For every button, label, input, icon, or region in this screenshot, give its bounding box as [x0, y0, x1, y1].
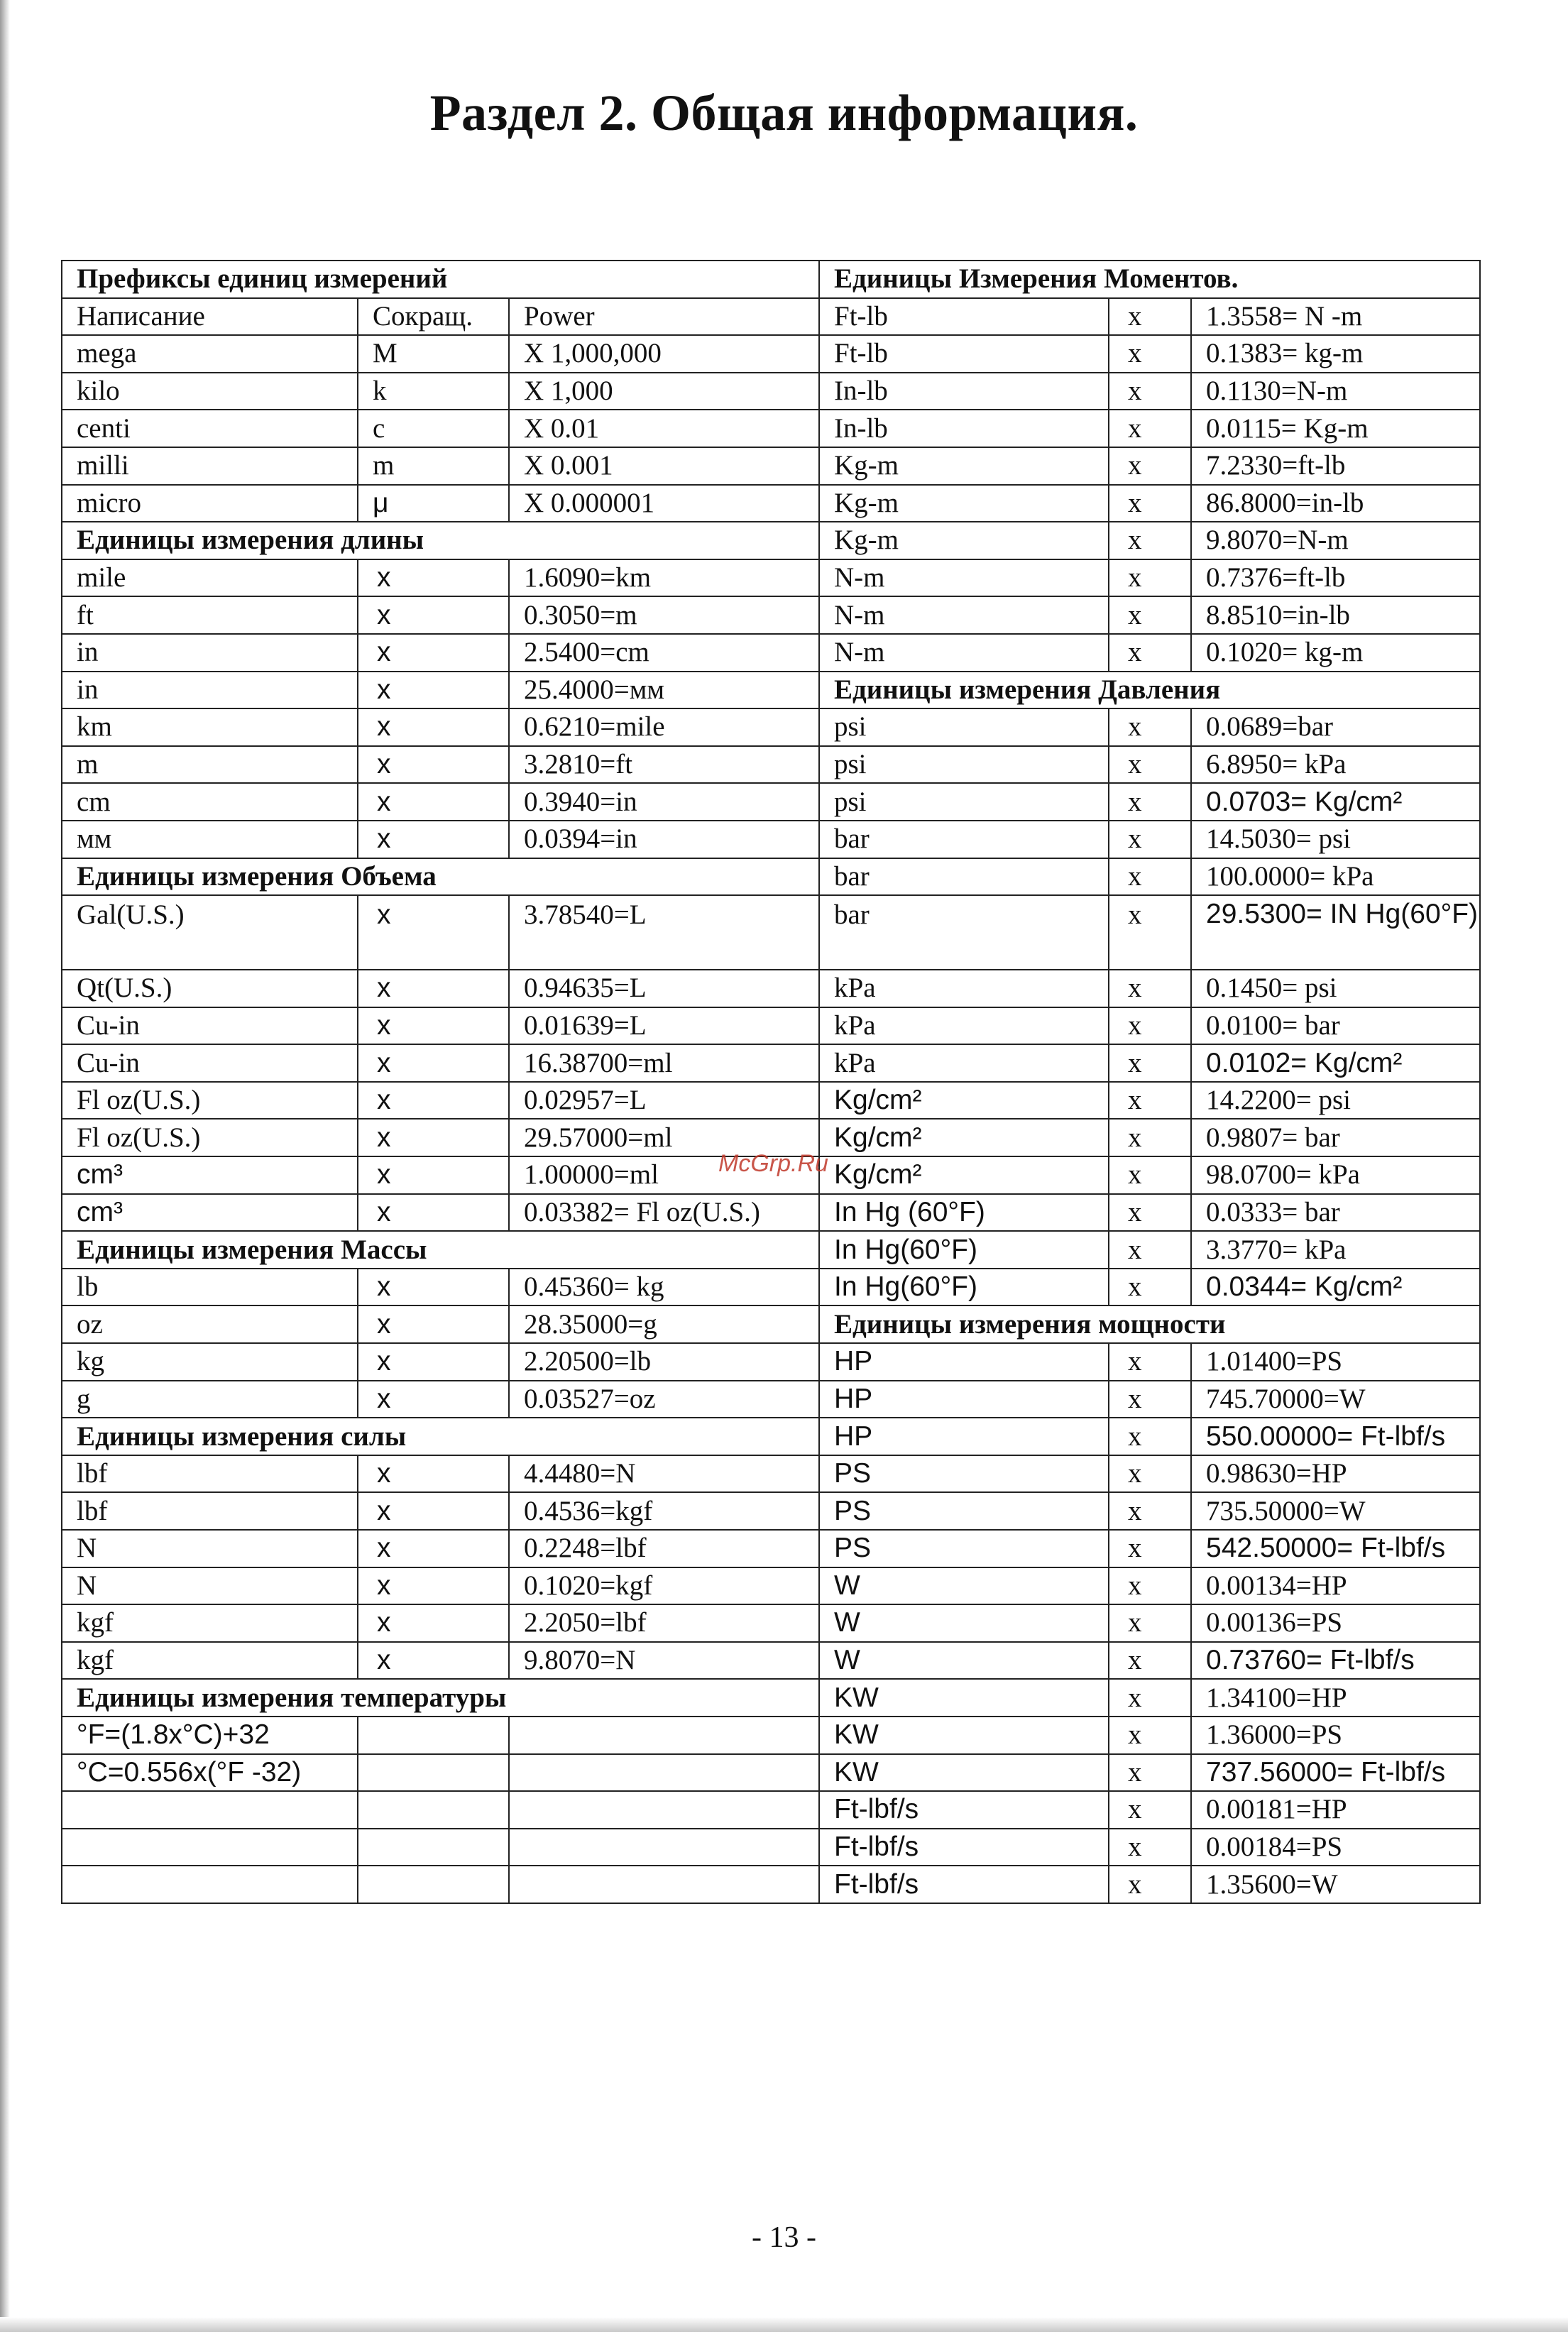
table-cell: Ft-lbf/s	[819, 1866, 1109, 1903]
table-cell: g	[62, 1381, 358, 1418]
table-cell: Qt(U.S.)	[62, 970, 358, 1007]
table-cell: c	[358, 410, 509, 447]
table-row	[62, 708, 1480, 746]
table-cell: x	[1109, 1791, 1191, 1829]
table-cell: x	[358, 708, 509, 746]
table-cell: cm³	[62, 1156, 358, 1194]
table-cell: 0.00136=PS	[1191, 1604, 1480, 1642]
table-cell: bar	[819, 858, 1109, 896]
table-cell: 0.1020= kg-m	[1191, 634, 1480, 672]
table-row	[62, 373, 1480, 410]
table-cell: Ft-lb	[819, 335, 1109, 373]
scan-edge-bottom	[0, 2317, 1568, 2332]
table-cell: x	[358, 596, 509, 634]
table-cell: 0.0102= Kg/cm²	[1191, 1044, 1480, 1082]
table-row	[62, 1717, 1480, 1754]
table-cell: X 0.000001	[509, 485, 819, 522]
table-cell: bar	[819, 895, 1109, 970]
table-cell: N	[62, 1567, 358, 1605]
table-row	[62, 447, 1480, 485]
table-cell: kgf	[62, 1642, 358, 1680]
table-cell: x	[358, 1567, 509, 1605]
table-row	[62, 559, 1480, 597]
table-cell: k	[358, 373, 509, 410]
table-cell: 9.8070=N-m	[1191, 522, 1480, 559]
table-cell: 3.78540=L	[509, 895, 819, 970]
section-header: Единицы измерения температуры	[62, 1679, 819, 1717]
table-row	[62, 1082, 1480, 1120]
table-cell: 0.4536=kgf	[509, 1492, 819, 1530]
table-cell	[358, 1717, 509, 1754]
table-cell: x	[358, 1604, 509, 1642]
table-cell: 1.6090=km	[509, 559, 819, 597]
table-cell: km	[62, 708, 358, 746]
table-cell: 8.8510=in-lb	[1191, 596, 1480, 634]
table-cell	[358, 1754, 509, 1792]
table-row	[62, 1829, 1480, 1866]
table-cell: x	[358, 1455, 509, 1493]
table-cell: 0.1020=kgf	[509, 1567, 819, 1605]
table-cell: Power	[509, 298, 819, 336]
table-cell: in	[62, 634, 358, 672]
table-cell: x	[358, 746, 509, 784]
table-cell: kgf	[62, 1604, 358, 1642]
table-row	[62, 1679, 1480, 1717]
table-cell: PS	[819, 1530, 1109, 1567]
table-cell: 737.56000= Ft-lbf/s	[1191, 1754, 1480, 1792]
table-cell: x	[358, 672, 509, 709]
table-row	[62, 1754, 1480, 1792]
table-cell: Fl oz(U.S.)	[62, 1119, 358, 1156]
table-cell: 14.2200= psi	[1191, 1082, 1480, 1120]
table-cell: psi	[819, 783, 1109, 821]
table-cell: Kg-m	[819, 485, 1109, 522]
table-cell: centi	[62, 410, 358, 447]
table-cell: In-lb	[819, 373, 1109, 410]
table-row	[62, 1418, 1480, 1455]
table-row	[62, 410, 1480, 447]
table-cell: PS	[819, 1455, 1109, 1493]
table-cell: x	[358, 559, 509, 597]
table-cell: kilo	[62, 373, 358, 410]
table-cell: x	[1109, 1492, 1191, 1530]
table-cell: 0.0115= Kg-m	[1191, 410, 1480, 447]
table-cell: 0.0344= Kg/cm²	[1191, 1269, 1480, 1306]
table-row	[62, 1194, 1480, 1232]
table-cell: x	[1109, 1604, 1191, 1642]
table-cell: x	[1109, 1007, 1191, 1045]
table-cell: x	[1109, 895, 1191, 970]
table-cell: Cu-in	[62, 1044, 358, 1082]
table-cell	[358, 1829, 509, 1866]
table-cell: 1.00000=ml	[509, 1156, 819, 1194]
table-cell: N	[62, 1530, 358, 1567]
table-cell: x	[1109, 1829, 1191, 1866]
table-cell: 0.98630=HP	[1191, 1455, 1480, 1493]
table-cell: x	[1109, 1754, 1191, 1792]
table-cell: 0.02957=L	[509, 1082, 819, 1120]
table-cell: 0.1450= psi	[1191, 970, 1480, 1007]
watermark: McGrp.Ru	[718, 1150, 828, 1177]
table-cell: x	[1109, 1455, 1191, 1493]
table-cell: W	[819, 1567, 1109, 1605]
table-cell: x	[358, 1381, 509, 1418]
table-cell: x	[358, 1194, 509, 1232]
table-cell: Написание	[62, 298, 358, 336]
table-cell: x	[1109, 447, 1191, 485]
table-cell: kPa	[819, 1044, 1109, 1082]
table-cell: x	[1109, 1231, 1191, 1269]
table-cell: psi	[819, 746, 1109, 784]
table-cell: 9.8070=N	[509, 1642, 819, 1680]
table-cell: 0.00184=PS	[1191, 1829, 1480, 1866]
table-cell: x	[358, 1007, 509, 1045]
table-cell: lb	[62, 1269, 358, 1306]
table-cell: In Hg(60°F)	[819, 1231, 1109, 1269]
table-row	[62, 1866, 1480, 1903]
table-cell: lbf	[62, 1455, 358, 1493]
table-cell: 0.0333= bar	[1191, 1194, 1480, 1232]
table-cell: 25.4000=мм	[509, 672, 819, 709]
table-cell: x	[1109, 708, 1191, 746]
table-row	[62, 672, 1480, 709]
table-row	[62, 485, 1480, 522]
table-cell: 1.3558= N -m	[1191, 298, 1480, 336]
table-cell: X 1,000	[509, 373, 819, 410]
table-cell: x	[1109, 1567, 1191, 1605]
table-cell: N-m	[819, 559, 1109, 597]
table-cell: 2.5400=cm	[509, 634, 819, 672]
table-cell: x	[358, 1082, 509, 1120]
conversion-table	[61, 260, 1481, 1904]
table-cell: μ	[358, 485, 509, 522]
table-cell: mega	[62, 335, 358, 373]
table-cell: x	[1109, 1082, 1191, 1120]
table-cell: x	[358, 1343, 509, 1381]
table-cell: kPa	[819, 1007, 1109, 1045]
page-title: Раздел 2. Общая информация.	[429, 84, 1139, 141]
table-cell: N-m	[819, 596, 1109, 634]
table-cell: 86.8000=in-lb	[1191, 485, 1480, 522]
section-header: Единицы измерения Давления	[819, 672, 1480, 709]
table-cell: 3.2810=ft	[509, 746, 819, 784]
table-cell	[358, 1866, 509, 1903]
table-cell: In Hg(60°F)	[819, 1269, 1109, 1306]
table-cell: 1.36000=PS	[1191, 1717, 1480, 1754]
table-cell: 0.7376=ft-lb	[1191, 559, 1480, 597]
table-cell: 16.38700=ml	[509, 1044, 819, 1082]
table-cell: x	[1109, 1119, 1191, 1156]
table-cell: Kg-m	[819, 522, 1109, 559]
table-row	[62, 746, 1480, 784]
table-cell: x	[358, 1492, 509, 1530]
table-cell: HP	[819, 1381, 1109, 1418]
table-cell: Gal(U.S.)	[62, 895, 358, 970]
table-cell: KW	[819, 1754, 1109, 1792]
table-cell: milli	[62, 447, 358, 485]
table-cell: 0.6210=mile	[509, 708, 819, 746]
table-row	[62, 783, 1480, 821]
table-cell: 29.5300= IN Hg(60°F)	[1191, 895, 1480, 970]
table-cell: x	[1109, 1866, 1191, 1903]
table-cell: 1.34100=HP	[1191, 1679, 1480, 1717]
table-row	[62, 1044, 1480, 1082]
table-row	[62, 821, 1480, 858]
section-header: Единицы измерения мощности	[819, 1305, 1480, 1343]
table-cell: 0.9807= bar	[1191, 1119, 1480, 1156]
table-cell: 0.0703= Kg/cm²	[1191, 783, 1480, 821]
section-header: Единицы Измерения Моментов.	[819, 261, 1480, 298]
table-row	[62, 1791, 1480, 1829]
table-cell: x	[1109, 522, 1191, 559]
table-cell: 0.03382= Fl oz(U.S.)	[509, 1194, 819, 1232]
table-row	[62, 1305, 1480, 1343]
table-cell: 0.00181=HP	[1191, 1791, 1480, 1829]
conversion-table-body	[62, 261, 1480, 1903]
table-cell: x	[1109, 1418, 1191, 1455]
table-row	[62, 261, 1480, 298]
table-cell: x	[358, 895, 509, 970]
table-cell: m	[62, 746, 358, 784]
table-cell: x	[1109, 1530, 1191, 1567]
table-row	[62, 1455, 1480, 1493]
table-cell: In-lb	[819, 410, 1109, 447]
table-cell: 14.5030= psi	[1191, 821, 1480, 858]
table-cell: cm	[62, 783, 358, 821]
table-row	[62, 1269, 1480, 1306]
table-row	[62, 1007, 1480, 1045]
table-row	[62, 1381, 1480, 1418]
table-cell: 0.3050=m	[509, 596, 819, 634]
table-cell: Ft-lbf/s	[819, 1791, 1109, 1829]
table-cell: ft	[62, 596, 358, 634]
table-cell: Kg-m	[819, 447, 1109, 485]
page-number: - 13 -	[752, 2221, 816, 2254]
table-cell: 0.1383= kg-m	[1191, 335, 1480, 373]
table-cell: 29.57000=ml	[509, 1119, 819, 1156]
table-row	[62, 522, 1480, 559]
table-cell: bar	[819, 821, 1109, 858]
table-cell: psi	[819, 708, 1109, 746]
table-cell: 0.0689=bar	[1191, 708, 1480, 746]
table-row	[62, 1343, 1480, 1381]
table-cell: x	[358, 783, 509, 821]
table-cell: x	[1109, 1044, 1191, 1082]
table-cell: x	[1109, 1343, 1191, 1381]
table-cell: x	[1109, 373, 1191, 410]
table-cell: m	[358, 447, 509, 485]
table-cell: °F=(1.8x°C)+32	[62, 1717, 358, 1754]
table-cell: x	[358, 1119, 509, 1156]
table-cell: cm³	[62, 1194, 358, 1232]
table-row	[62, 858, 1480, 896]
table-cell: 0.01639=L	[509, 1007, 819, 1045]
table-cell: 0.00134=HP	[1191, 1567, 1480, 1605]
table-cell: X 0.001	[509, 447, 819, 485]
table-cell: Kg/cm²	[819, 1119, 1109, 1156]
table-row	[62, 1530, 1480, 1567]
table-cell: °C=0.556x(°F -32)	[62, 1754, 358, 1792]
table-cell: 1.01400=PS	[1191, 1343, 1480, 1381]
table-cell: mile	[62, 559, 358, 597]
table-cell: 542.50000= Ft-lbf/s	[1191, 1530, 1480, 1567]
table-cell: x	[1109, 858, 1191, 896]
table-cell: 0.2248=lbf	[509, 1530, 819, 1567]
table-cell	[62, 1866, 358, 1903]
table-cell: x	[358, 821, 509, 858]
table-cell: x	[1109, 485, 1191, 522]
table-cell: M	[358, 335, 509, 373]
table-cell: 7.2330=ft-lb	[1191, 447, 1480, 485]
table-cell: x	[1109, 596, 1191, 634]
table-cell: Cu-in	[62, 1007, 358, 1045]
table-cell: 0.0394=in	[509, 821, 819, 858]
table-cell	[509, 1717, 819, 1754]
section-header: Единицы измерения Объема	[62, 858, 819, 896]
table-cell: x	[358, 1156, 509, 1194]
table-cell: Ft-lbf/s	[819, 1829, 1109, 1866]
table-cell: x	[1109, 634, 1191, 672]
table-cell: x	[1109, 559, 1191, 597]
table-cell: x	[1109, 1717, 1191, 1754]
scan-edge-left	[0, 0, 10, 2332]
table-cell: x	[1109, 746, 1191, 784]
table-cell: Сокращ.	[358, 298, 509, 336]
table-cell	[509, 1754, 819, 1792]
table-cell: 98.0700= kPa	[1191, 1156, 1480, 1194]
table-cell: x	[1109, 335, 1191, 373]
table-cell: in	[62, 672, 358, 709]
table-cell: x	[1109, 1381, 1191, 1418]
table-cell: KW	[819, 1679, 1109, 1717]
table-cell: KW	[819, 1717, 1109, 1754]
table-cell: x	[358, 1305, 509, 1343]
table-cell	[358, 1791, 509, 1829]
table-cell: 1.35600=W	[1191, 1866, 1480, 1903]
table-row	[62, 634, 1480, 672]
table-cell: micro	[62, 485, 358, 522]
table-cell: In Hg (60°F)	[819, 1194, 1109, 1232]
table-cell: x	[358, 1044, 509, 1082]
table-cell: 0.03527=oz	[509, 1381, 819, 1418]
table-cell: 3.3770= kPa	[1191, 1231, 1480, 1269]
table-cell: x	[1109, 1269, 1191, 1306]
table-cell: 28.35000=g	[509, 1305, 819, 1343]
table-cell: 2.2050=lbf	[509, 1604, 819, 1642]
table-row	[62, 1567, 1480, 1605]
table-cell: lbf	[62, 1492, 358, 1530]
table-cell: W	[819, 1642, 1109, 1680]
table-cell: x	[1109, 821, 1191, 858]
table-row	[62, 596, 1480, 634]
table-cell: x	[1109, 1194, 1191, 1232]
table-row	[62, 1231, 1480, 1269]
table-cell: 0.45360= kg	[509, 1269, 819, 1306]
table-cell	[509, 1791, 819, 1829]
table-cell: Ft-lb	[819, 298, 1109, 336]
table-cell: 2.20500=lb	[509, 1343, 819, 1381]
table-cell: PS	[819, 1492, 1109, 1530]
table-cell: W	[819, 1604, 1109, 1642]
table-cell: x	[1109, 970, 1191, 1007]
table-cell: 0.3940=in	[509, 783, 819, 821]
table-cell: x	[1109, 1642, 1191, 1680]
table-cell	[62, 1791, 358, 1829]
table-cell: X 1,000,000	[509, 335, 819, 373]
table-cell: 6.8950= kPa	[1191, 746, 1480, 784]
table-row	[62, 335, 1480, 373]
section-header: Единицы измерения Массы	[62, 1231, 819, 1269]
table-row	[62, 1604, 1480, 1642]
table-cell: 0.1130=N-m	[1191, 373, 1480, 410]
table-cell: 745.70000=W	[1191, 1381, 1480, 1418]
table-cell: 100.0000= kPa	[1191, 858, 1480, 896]
table-row	[62, 298, 1480, 336]
table-cell	[509, 1829, 819, 1866]
table-cell: x	[1109, 1679, 1191, 1717]
table-cell: мм	[62, 821, 358, 858]
table-cell: N-m	[819, 634, 1109, 672]
table-cell: x	[358, 1530, 509, 1567]
table-cell: kPa	[819, 970, 1109, 1007]
table-cell: Kg/cm²	[819, 1156, 1109, 1194]
table-cell	[509, 1866, 819, 1903]
table-cell: x	[1109, 410, 1191, 447]
table-cell: x	[358, 1642, 509, 1680]
table-row	[62, 895, 1480, 970]
table-cell: 0.94635=L	[509, 970, 819, 1007]
section-header: Единицы измерения силы	[62, 1418, 819, 1455]
table-cell: kg	[62, 1343, 358, 1381]
table-cell: oz	[62, 1305, 358, 1343]
table-cell: X 0.01	[509, 410, 819, 447]
table-cell: HP	[819, 1418, 1109, 1455]
table-cell: x	[358, 1269, 509, 1306]
table-row	[62, 970, 1480, 1007]
table-row	[62, 1642, 1480, 1680]
table-cell: x	[1109, 783, 1191, 821]
section-header: Префиксы единиц измерений	[62, 261, 819, 298]
section-header: Единицы измерения длины	[62, 522, 819, 559]
table-cell: 735.50000=W	[1191, 1492, 1480, 1530]
table-cell: Kg/cm²	[819, 1082, 1109, 1120]
table-cell: x	[358, 970, 509, 1007]
table-cell: 0.73760= Ft-lbf/s	[1191, 1642, 1480, 1680]
table-cell: HP	[819, 1343, 1109, 1381]
table-cell: 0.0100= bar	[1191, 1007, 1480, 1045]
table-cell: x	[1109, 1156, 1191, 1194]
table-cell	[62, 1829, 358, 1866]
table-cell: 4.4480=N	[509, 1455, 819, 1493]
table-cell: x	[358, 634, 509, 672]
table-cell: 550.00000= Ft-lbf/s	[1191, 1418, 1480, 1455]
table-cell: Fl oz(U.S.)	[62, 1082, 358, 1120]
table-row	[62, 1492, 1480, 1530]
table-cell: x	[1109, 298, 1191, 336]
